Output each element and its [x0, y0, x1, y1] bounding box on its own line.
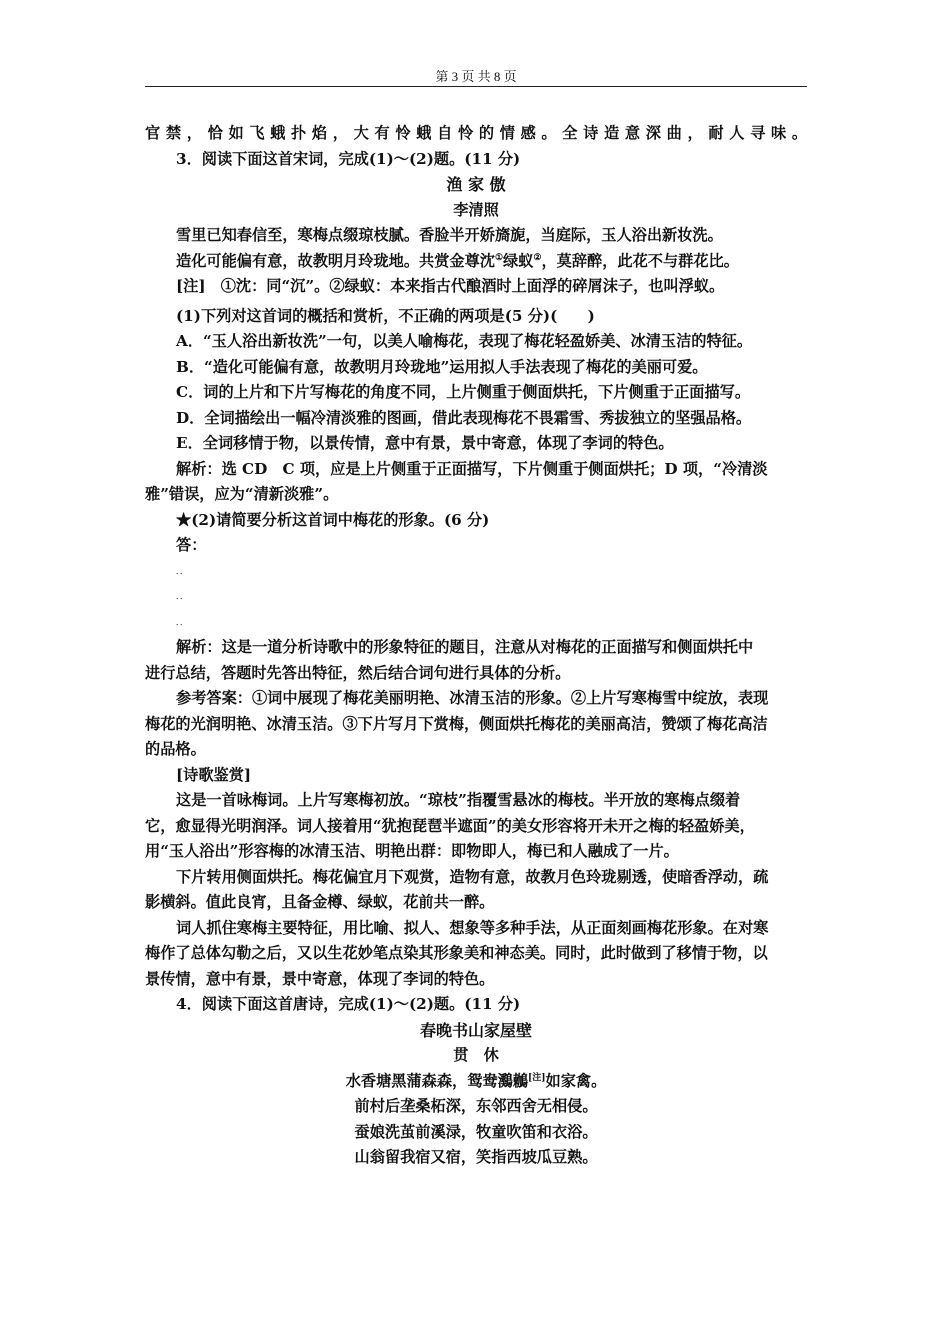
option-c: C．词的上片和下片写梅花的角度不同，上片侧重于侧面烘托，下片侧重于正面描写。 [176, 383, 751, 401]
question-4-heading: 4．阅读下面这首唐诗，完成(1)～(2)题。(11 分) [176, 995, 521, 1013]
appreciation-text: 梅作了总体勾勒之后，又以生花妙笔点染其形象美和神态美。同时，此时做到了移情于物，以 [145, 944, 768, 962]
appreciation-text: 景传情，意中有景，景中寄意，体现了李词的特色。 [145, 969, 495, 988]
poem-text: ，莫辞醉，此花不与群花比。 [541, 251, 739, 270]
poem-verse: 前村后垄桑柘深，东邻西舍无相侵。 [354, 1097, 598, 1115]
sub-question-1: (1)下列对这首词的概括和赏析，不正确的两项是(5 分)( ) [176, 306, 595, 325]
option-e: E．全词移情于物，以景传情，意中有景，景中寄意，体现了李词的特色。 [176, 434, 674, 452]
reference-answer-cont: 梅花的光润明艳、冰清玉洁。③下片写月下赏梅，侧面烘托梅花的美丽高洁，赞颂了梅花高洁 [145, 714, 768, 733]
sub-question-2: ★(2)请简要分析这首词中梅花的形象。(6 分) [176, 510, 490, 529]
appreciation-text: 词人抓住寒梅主要特征，用比喻、拟人、想象等多种手法，从正面刻画梅花形象。在对寒 [176, 918, 769, 937]
appreciation-text: 这是一首咏梅词。上片写寒梅初放。“琼枝”指覆雪悬冰的梅枝。半开放的寒梅点缀着 [176, 791, 741, 809]
appreciation-text: 它，愈显得光明润泽。词人接着用“犹抱琵琶半遮面”的美女形容将开未开之梅的轻盈娇美， [145, 816, 755, 835]
footnote-mark: ② [533, 252, 542, 263]
poem-text: 绿蚁 [503, 251, 534, 270]
answer-blank-line: ．． [176, 591, 188, 601]
answer-blank-line: ．． [176, 616, 188, 627]
header-rule [145, 86, 807, 87]
analysis-2: 解析：这是一道分析诗歌中的形象特征的题目，注意从对梅花的正面描写和侧面烘托中 [176, 638, 754, 656]
answer-label: 答： [176, 536, 207, 554]
reference-answer: 参考答案：①词中展现了梅花美丽明艳、冰清玉洁的形象。②上片写寒梅雪中绽放，表现 [176, 689, 769, 707]
poem-line [145, 249, 807, 275]
poem-author: 李清照 [453, 200, 499, 219]
analysis-2-cont: 进行总结，答题时先答出特征，然后结合词句进行具体的分析。 [145, 663, 571, 682]
appreciation-text: 用“玉人浴出”形容梅的冰清玉洁、明艳出群：即物即人，梅已和人融成了一片。 [145, 842, 679, 860]
reference-answer-cont: 的品格。 [145, 740, 206, 758]
text-line: 官禁，恰如飞蛾扑焰，大有怜蛾自怜的情感。全诗造意深曲，耐人寻味。 [145, 124, 807, 142]
poem-note: [注] ①沈：同“沉”。②绿蚁：本来指古代酿酒时上面浮的碎屑沫子，也叫浮蚁。 [176, 277, 725, 295]
poem-title: 春晚书山家屋壁 [419, 1020, 532, 1040]
appreciation-text: 下片转用侧面烘托。梅花偏宜月下观赏，造物有意，故教月色玲珑剔透，使暗香浮动，疏 [176, 867, 769, 886]
poem-title: 渔 家 傲 [446, 175, 506, 194]
poem-author: 贯 休 [453, 1046, 499, 1064]
answer-blank-line: ．． [176, 565, 188, 576]
page-header: 第 3 页 共 8 页 [435, 69, 517, 84]
section-heading: [诗歌鉴赏] [176, 765, 252, 784]
footnote-mark: [注] [527, 1072, 546, 1083]
appreciation-text: 影横斜。值此良宵，且备金樽、绿蚁，花前共一醉。 [145, 893, 495, 911]
document-body [145, 121, 807, 1171]
poem-verse: 山翁留我宿又宿，笑指西坡瓜豆熟。 [354, 1148, 598, 1166]
poem-text: 水香塘黑蒲森森，鸳鸯 [345, 1071, 498, 1090]
poem-verse: 蚕娘洗茧前溪渌，牧童吹笛和衣浴。 [354, 1122, 598, 1141]
analysis-1-cont: 雅”错误，应为“清新淡雅”。 [145, 485, 339, 503]
poem-line: 雪里已知春信至，寒梅点缀琼枝腻。香脸半开娇旖旎，当庭际，玉人浴出新妆洗。 [176, 226, 723, 244]
poem-text: 如家禽。 [545, 1071, 607, 1090]
poem-text: 造化可能偏有意，故教明月玲珑地。共赏金尊沈 [176, 251, 495, 270]
footnote-mark: ① [494, 252, 504, 263]
option-d: D．全词描绘出一幅冷清淡雅的图画，借此表现梅花不畏霜雪、秀拔独立的坚强品格。 [176, 408, 752, 427]
question-3-heading: 3．阅读下面这首宋词，完成(1)～(2)题。(11 分) [176, 149, 521, 168]
analysis-1: 解析：选 CD C 项，应是上片侧重于正面描写，下片侧重于侧面烘托；D 项，“冷清淡 [176, 459, 768, 478]
option-a: A．“玉人浴出新妆洗”一句，以美人喻梅花，表现了梅花轻盈娇美、冰清玉洁的特征。 [176, 332, 753, 350]
option-b: B．“造化可能偏有意，故教明月玲珑地”运用拟人手法表现了梅花的美丽可爱。 [176, 357, 708, 376]
poem-verse [145, 1069, 807, 1095]
poem-text: 鸂鶒 [497, 1071, 528, 1090]
